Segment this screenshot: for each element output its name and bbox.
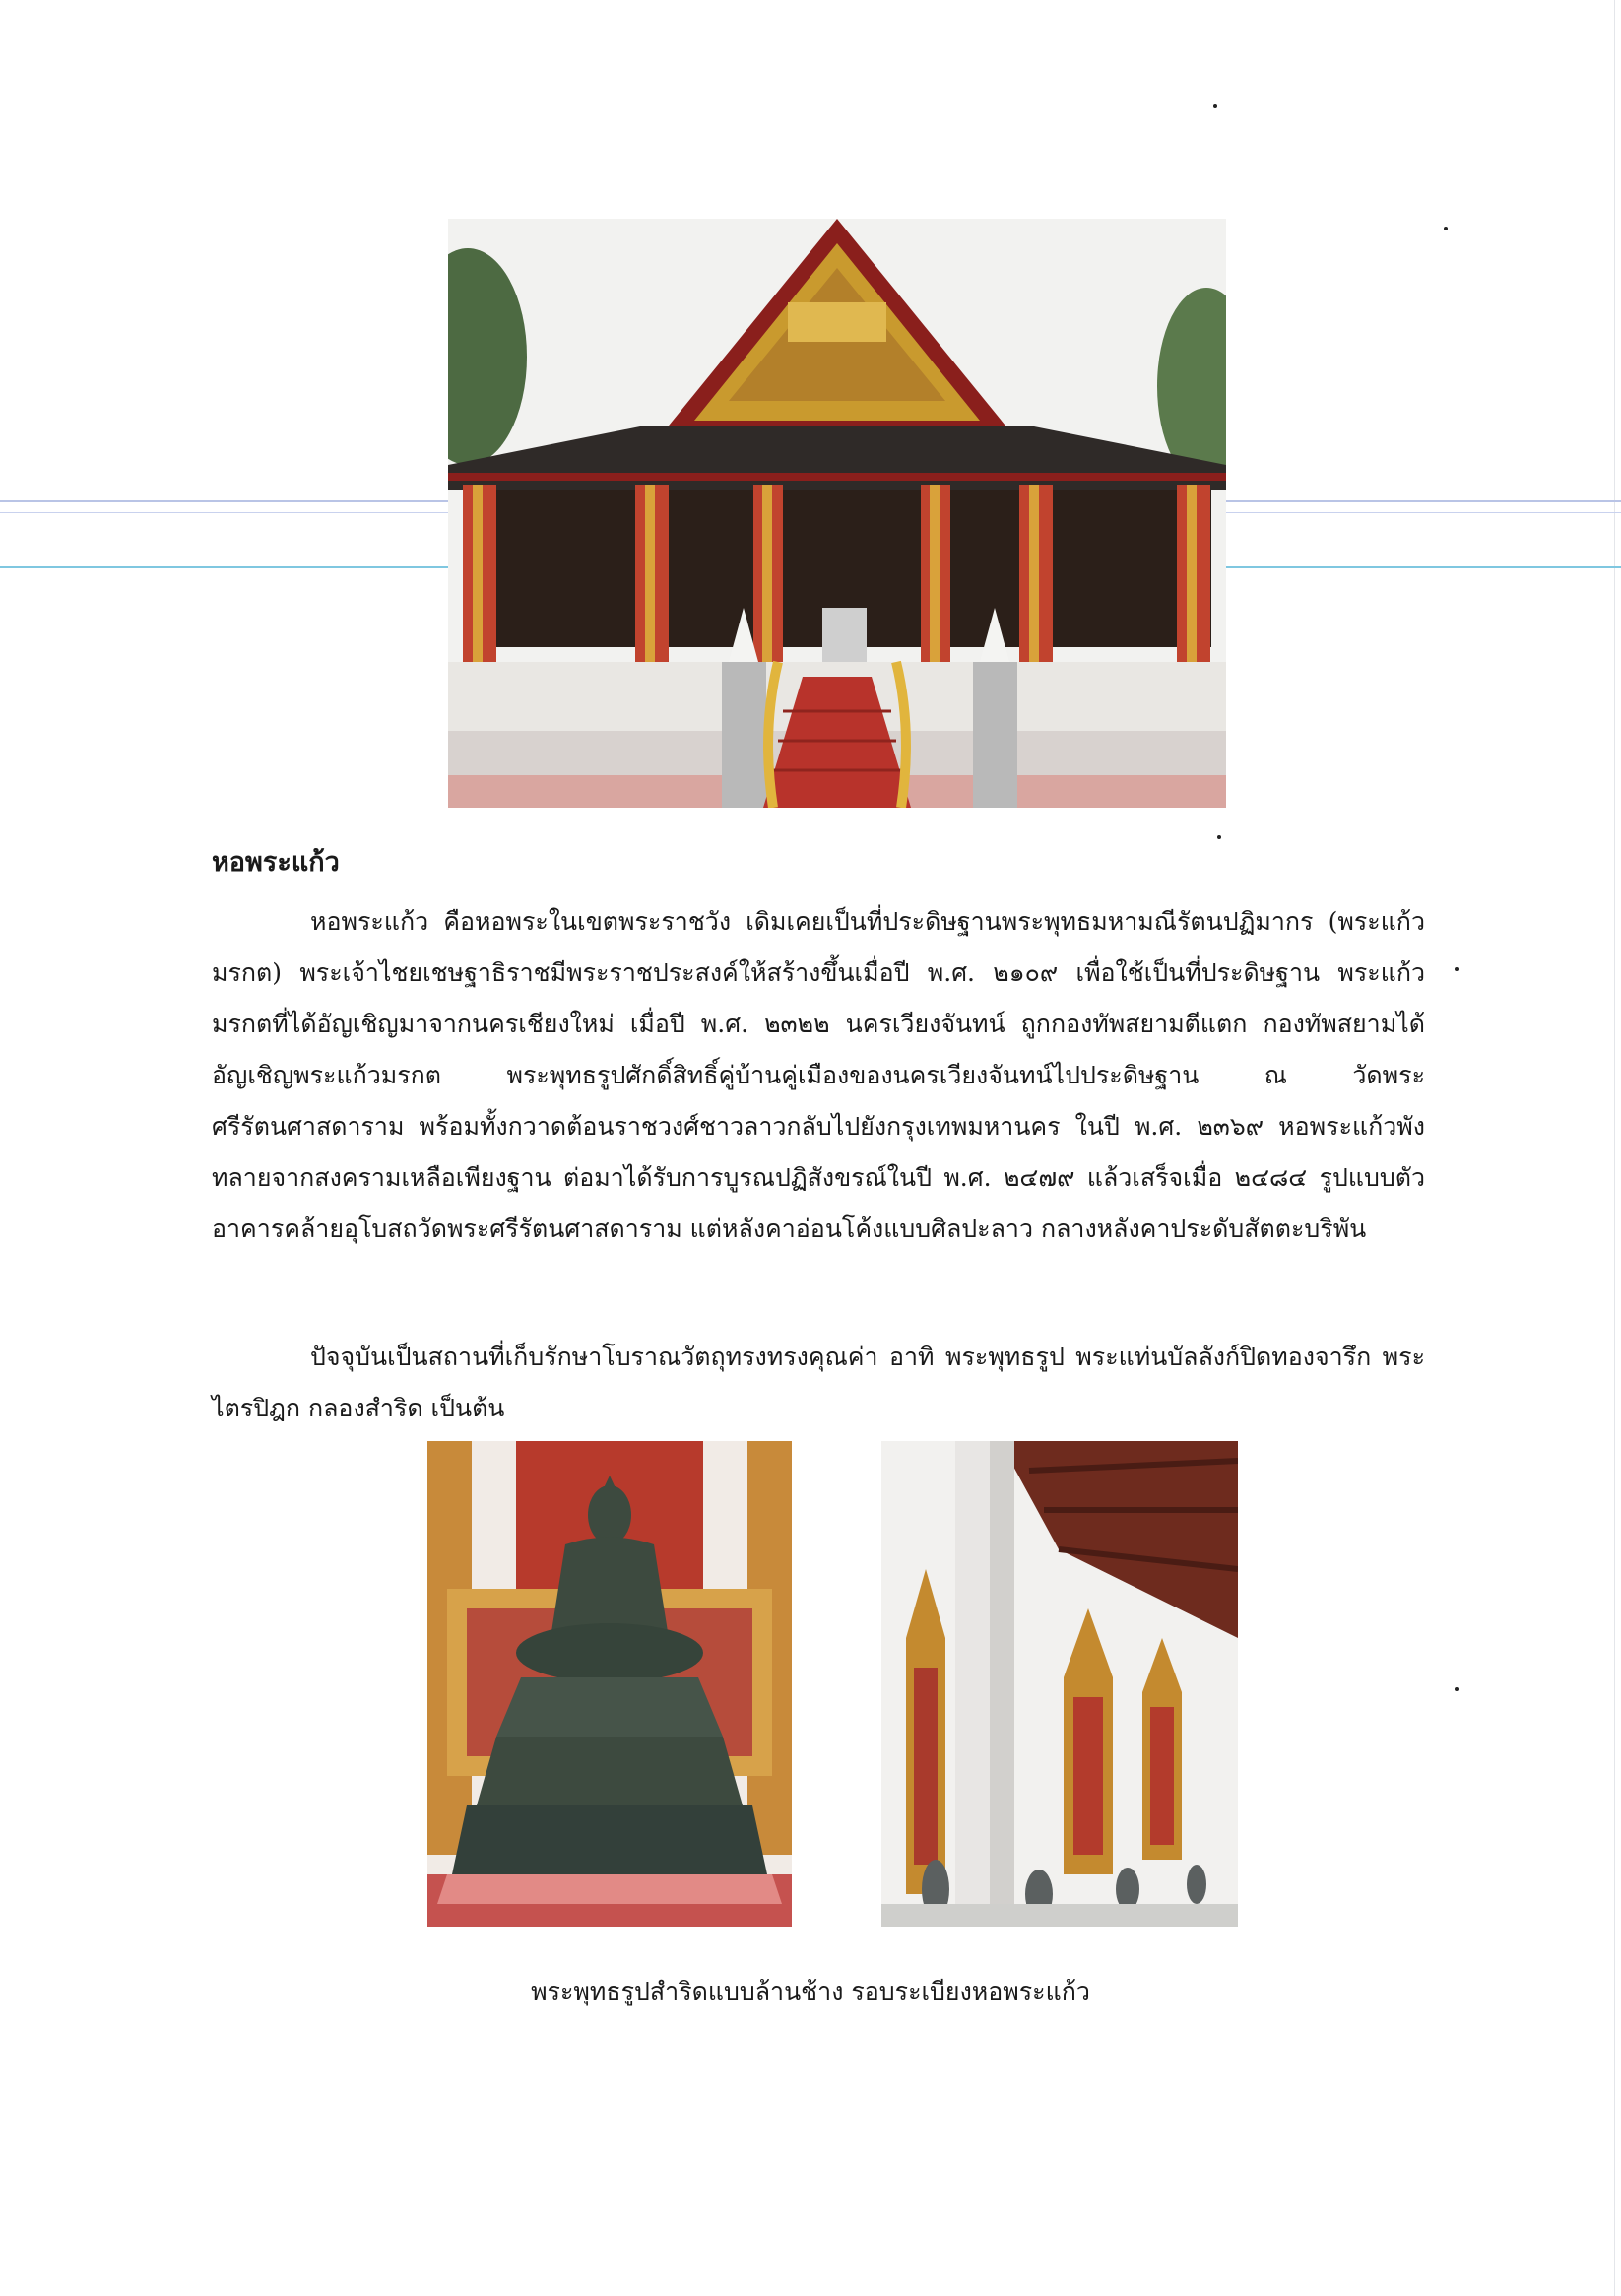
scan-speck <box>1455 1687 1459 1691</box>
body-paragraph <box>212 1332 1425 1434</box>
bronze-buddha-photo <box>427 1441 792 1927</box>
section-heading: หอพระแก้ว <box>212 847 340 878</box>
scan-speck <box>1217 835 1221 839</box>
scan-speck <box>1444 227 1448 230</box>
paragraph-present: ปัจจุบันเป็นสถานที่เก็บรักษาโบราณวัตถุทรงทรงคุณค่า อาทิ พระพุทธรูป พระแท่นบัลลังก์ปิดทองจารึก พระไตรปิฎก กลองสำริด เป็นต้น <box>212 1343 1425 1422</box>
scan-edge <box>1614 0 1615 2296</box>
figure-caption: พระพุทธรูปสำริดแบบล้านช้าง รอบระเบียงหอพระแก้ว <box>531 1977 1090 2005</box>
scan-speck <box>1455 967 1459 971</box>
cloister-photo <box>881 1441 1238 1927</box>
body-paragraph <box>212 896 1425 1255</box>
scan-speck <box>1213 104 1217 108</box>
temple-photo <box>448 219 1226 808</box>
paragraph-history: หอพระแก้ว คือหอพระในเขตพระราชวัง เดิมเคยเป็นที่ประดิษฐานพระพุทธมหามณีรัตนปฏิมากร (พระแก้วมรกต) พระเจ้าไชยเชษฐาธิราชมีพระราชประสงค์ให้สร้างขึ้นเมื่อปี พ.ศ. ๒๑๐๙ เพื่อใช้เป็นที่ประดิษฐาน พระแก้วมรกตที่ได้อัญเชิญมาจากนครเชียงใหม่ เมื่อปี พ.ศ. ๒๓๒๒ นครเวียงจันทน์ ถูกกองทัพสยามตีแตก กองทัพสยามได้อัญเชิญพระแก้วมรกต พระพุทธรูปศักดิ์สิทธิ์คู่บ้านคู่เมืองของนครเวียงจันทน์ไปประดิษฐาน ณ วัดพระศรีรัตนศาสดาราม พร้อมทั้งกวาดต้อนราชวงศ์ชาวลาวกลับไปยังกรุงเทพมหานคร ในปี พ.ศ. ๒๓๖๙ หอพระแก้วพังทลายจากสงครามเหลือเพียงฐาน ต่อมาได้รับการบูรณปฏิสังขรณ์ในปี พ.ศ. ๒๔๗๙ แล้วเสร็จเมื่อ ๒๔๘๔ รูปแบบตัวอาคารคล้ายอุโบสถวัดพระศรีรัตนศาสดาราม แต่หลังคาอ่อนโค้งแบบศิลปะลาว กลางหลังคาประดับสัตตะบริพัน <box>212 907 1425 1243</box>
